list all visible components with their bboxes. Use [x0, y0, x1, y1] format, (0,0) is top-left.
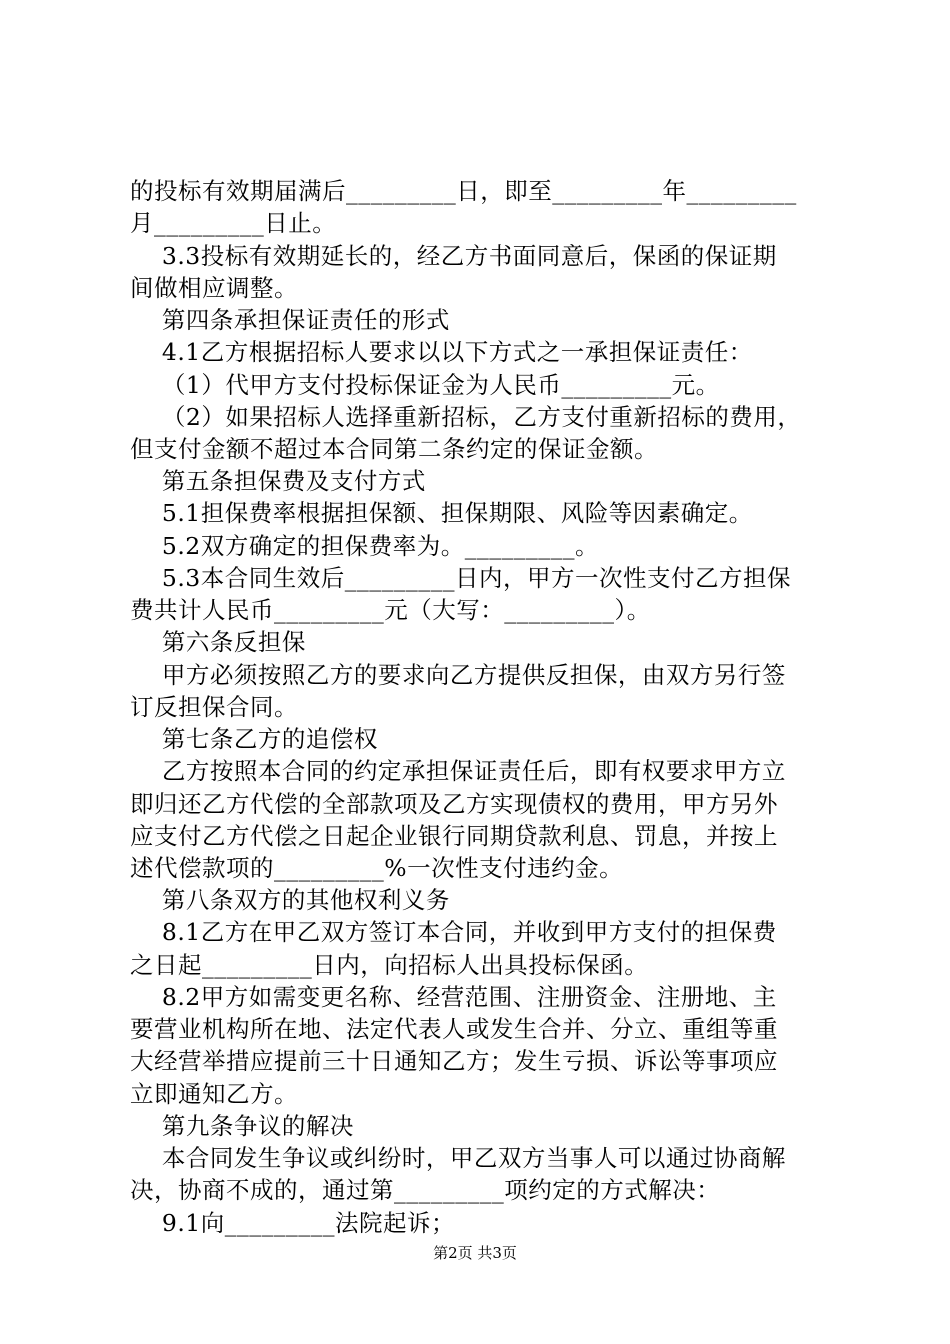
text-line: 间做相应调整。 [130, 274, 298, 302]
text-line: 5.1担保费率根据担保额、担保期限、风险等因素确定。 [130, 499, 753, 527]
section-heading: 第七条乙方的追偿权 [130, 725, 378, 753]
section-heading: 第五条担保费及支付方式 [130, 467, 426, 495]
text-line: 月_________日止。 [130, 209, 337, 237]
text-line: （2）如果招标人选择重新招标，乙方支付重新招标的费用， [130, 403, 802, 431]
text-line: 4.1乙方根据招标人要求以以下方式之一承担保证责任： [130, 338, 753, 366]
text-line: 应支付乙方代偿之日起企业银行同期贷款利息、罚息，并按上 [130, 822, 778, 850]
text-line: 5.3本合同生效后_________日内，甲方一次性支付乙方担保 [130, 564, 792, 592]
text-line: 9.1向_________法院起诉； [130, 1209, 456, 1237]
text-line: 费共计人民币_________元（大写：_________）。 [130, 596, 651, 624]
page-footer: 第2页 共3页 [433, 1244, 517, 1262]
text-line: 的投标有效期届满后_________日，即至_________年_________ [130, 177, 797, 205]
text-line: 但支付金额不超过本合同第二条约定的保证金额。 [130, 435, 658, 463]
text-line: 述代偿款项的_________%一次性支付违约金。 [130, 854, 624, 882]
text-line: 8.1乙方在甲乙双方签订本合同，并收到甲方支付的担保费 [130, 918, 777, 946]
text-line: 决，协商不成的，通过第_________项约定的方式解决： [130, 1176, 721, 1204]
text-line: 乙方按照本合同的约定承担保证责任后，即有权要求甲方立 [130, 757, 786, 785]
text-line: 甲方必须按照乙方的要求向乙方提供反担保，由双方另行签 [130, 661, 786, 689]
text-line: 3.3投标有效期延长的，经乙方书面同意后，保函的保证期 [130, 242, 777, 270]
section-heading: 第六条反担保 [130, 628, 306, 656]
section-heading: 第九条争议的解决 [130, 1112, 354, 1140]
text-line: 8.2甲方如需变更名称、经营范围、注册资金、注册地、主 [130, 983, 777, 1011]
text-line: 之日起_________日内，向招标人出具投标保函。 [130, 951, 649, 979]
text-line: 要营业机构所在地、法定代表人或发生合并、分立、重组等重 [130, 1015, 778, 1043]
section-heading: 第四条承担保证责任的形式 [130, 306, 450, 334]
text-line: 5.2双方确定的担保费率为。_________。 [130, 532, 600, 560]
text-line: 即归还乙方代偿的全部款项及乙方实现债权的费用，甲方另外 [130, 790, 778, 818]
section-heading: 第八条双方的其他权利义务 [130, 886, 450, 914]
text-line: 大经营举措应提前三十日通知乙方；发生亏损、诉讼等事项应 [130, 1047, 778, 1075]
text-line: （1）代甲方支付投标保证金为人民币_________元。 [130, 371, 720, 399]
text-line: 立即通知乙方。 [130, 1080, 298, 1108]
text-line: 订反担保合同。 [130, 693, 298, 721]
text-line: 本合同发生争议或纠纷时，甲乙双方当事人可以通过协商解 [130, 1144, 786, 1172]
